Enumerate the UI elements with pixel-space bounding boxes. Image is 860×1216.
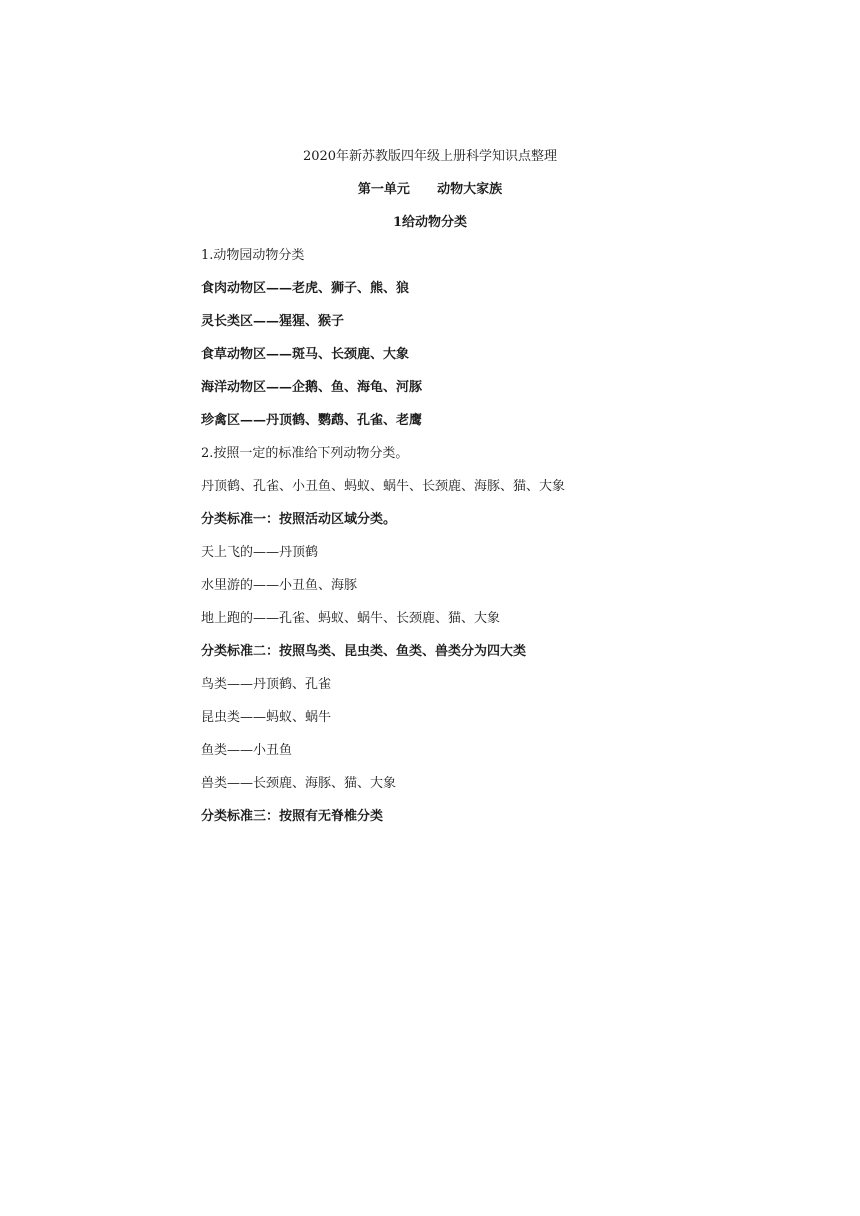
beast-line: 兽类——长颈鹿、海豚、猫、大象 bbox=[201, 776, 397, 791]
section-heading-classify: 2.按照一定的标准给下列动物分类。 bbox=[201, 446, 409, 461]
standard-three-heading: 分类标准三：按照有无脊椎分类 bbox=[201, 809, 384, 824]
zoo-rare-bird-line: 珍禽区——丹顶鹤、鹦鹉、孔雀、老鹰 bbox=[201, 413, 423, 428]
fish-line: 鱼类——小丑鱼 bbox=[201, 743, 293, 758]
animal-list-line: 丹顶鹤、孔雀、小丑鱼、蚂蚁、蜗牛、长颈鹿、海豚、猫、大象 bbox=[201, 479, 566, 494]
sky-line: 天上飞的——丹顶鹤 bbox=[201, 545, 319, 560]
ground-line: 地上跑的——孔雀、蚂蚁、蜗牛、长颈鹿、猫、大象 bbox=[201, 611, 501, 626]
zoo-carnivore-line: 食肉动物区——老虎、狮子、熊、狼 bbox=[201, 281, 410, 296]
bird-line: 鸟类——丹顶鹤、孔雀 bbox=[201, 677, 332, 692]
standard-one-heading: 分类标准一：按照活动区域分类。 bbox=[201, 512, 397, 527]
section-heading-zoo: 1.动物园动物分类 bbox=[201, 248, 305, 263]
water-line: 水里游的——小丑鱼、海豚 bbox=[201, 578, 358, 593]
zoo-herbivore-line: 食草动物区——斑马、长颈鹿、大象 bbox=[201, 347, 410, 362]
zoo-ocean-line: 海洋动物区——企鹅、鱼、海龟、河豚 bbox=[201, 380, 423, 395]
unit-heading: 第一单元 动物大家族 bbox=[357, 182, 503, 197]
document-title: 2020年新苏教版四年级上册科学知识点整理 bbox=[302, 149, 558, 164]
standard-two-heading: 分类标准二：按照鸟类、昆虫类、鱼类、兽类分为四大类 bbox=[201, 644, 527, 659]
insect-line: 昆虫类——蚂蚁、蜗牛 bbox=[201, 710, 332, 725]
lesson-heading: 1给动物分类 bbox=[392, 215, 468, 230]
zoo-primate-line: 灵长类区——猩猩、猴子 bbox=[201, 314, 345, 329]
